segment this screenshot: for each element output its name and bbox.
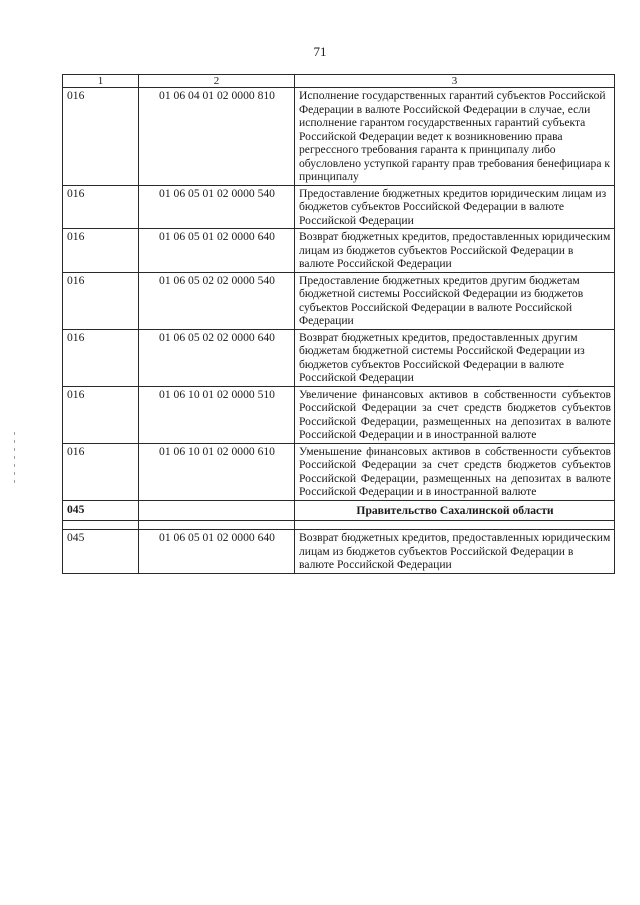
admin-code-cell: 016 [63, 329, 139, 386]
description-cell: Предоставление бюджетных кредитов другим бюджетам бюджетной системы Российской Федерации из бюджетов субъектов Российской Федерации в валюте Российской Федерации [295, 272, 615, 329]
spacer-cell [63, 521, 139, 530]
description-cell: Увеличение финансовых активов в собственности субъектов Российской Федерации за счет средств бюджетов субъектов Российской Федерации, размещенных на депозитах в валюте Российской Федерации и в иностранной валюте [295, 386, 615, 443]
classification-code-cell: 01 06 05 01 02 0000 640 [139, 530, 295, 574]
admin-code-cell: 016 [63, 88, 139, 186]
classification-code-cell: 01 06 05 01 02 0000 540 [139, 185, 295, 229]
description-cell: Возврат бюджетных кредитов, предоставленных другим бюджетам бюджетной системы Российской Федерации из бюджетов субъектов Российской Федерации в валюте Российской Федерации [295, 329, 615, 386]
admin-code-cell: 016 [63, 229, 139, 273]
column-header-2: 2 [139, 75, 295, 88]
table-row [63, 530, 615, 574]
section-title: Правительство Сахалинской области [295, 500, 615, 521]
section-admin-code: 045 [63, 500, 139, 521]
table-row [63, 329, 615, 386]
section-empty-cell [139, 500, 295, 521]
spacer-row [63, 521, 615, 530]
table-header [63, 75, 615, 88]
column-header-1: 1 [63, 75, 139, 88]
table-row [63, 386, 615, 443]
page-number: 71 [313, 44, 327, 59]
section-header-row [63, 500, 615, 521]
margin-scan-mark [14, 432, 16, 498]
admin-code-cell: 045 [63, 530, 139, 574]
admin-code-cell: 016 [63, 272, 139, 329]
classification-code-cell: 01 06 10 01 02 0000 510 [139, 386, 295, 443]
spacer-cell [139, 521, 295, 530]
table-row [63, 272, 615, 329]
classification-code-cell: 01 06 05 01 02 0000 640 [139, 229, 295, 273]
classification-code-cell: 01 06 10 01 02 0000 610 [139, 443, 295, 500]
table-row [63, 229, 615, 273]
table-row [63, 443, 615, 500]
table-row [63, 88, 615, 186]
description-cell: Возврат бюджетных кредитов, предоставленных юридическим лицам из бюджетов субъектов Российской Федерации в валюте Российской Федерации [295, 229, 615, 273]
table-header-row [63, 75, 615, 88]
spacer-cell [295, 521, 615, 530]
column-header-3: 3 [295, 75, 615, 88]
description-cell: Исполнение государственных гарантий субъектов Российской Федерации в валюте Российской Федерации в случае, если исполнение гарантом государственных гарантий субъекта Российской Федерации ведет к возникновению права регрессного требования гаранта к принципалу либо обусловлено уступкой гаранту прав требования бенефициара к принципалу [295, 88, 615, 186]
table-body [63, 88, 615, 574]
description-cell: Возврат бюджетных кредитов, предоставленных юридическим лицам из бюджетов субъектов Российской Федерации в валюте Российской Федерации [295, 530, 615, 574]
table-row [63, 185, 615, 229]
admin-code-cell: 016 [63, 185, 139, 229]
classification-code-cell: 01 06 05 02 02 0000 640 [139, 329, 295, 386]
admin-code-cell: 016 [63, 386, 139, 443]
budget-classification-table [62, 74, 615, 574]
admin-code-cell: 016 [63, 443, 139, 500]
classification-code-cell: 01 06 04 01 02 0000 810 [139, 88, 295, 186]
classification-code-cell: 01 06 05 02 02 0000 540 [139, 272, 295, 329]
description-cell: Уменьшение финансовых активов в собственности субъектов Российской Федерации за счет средств бюджетов субъектов Российской Федерации, размещенных на депозитах в валюте Российской Федерации и в иностранной валюте [295, 443, 615, 500]
description-cell: Предоставление бюджетных кредитов юридическим лицам из бюджетов субъектов Российской Федерации в валюте Российской Федерации [295, 185, 615, 229]
